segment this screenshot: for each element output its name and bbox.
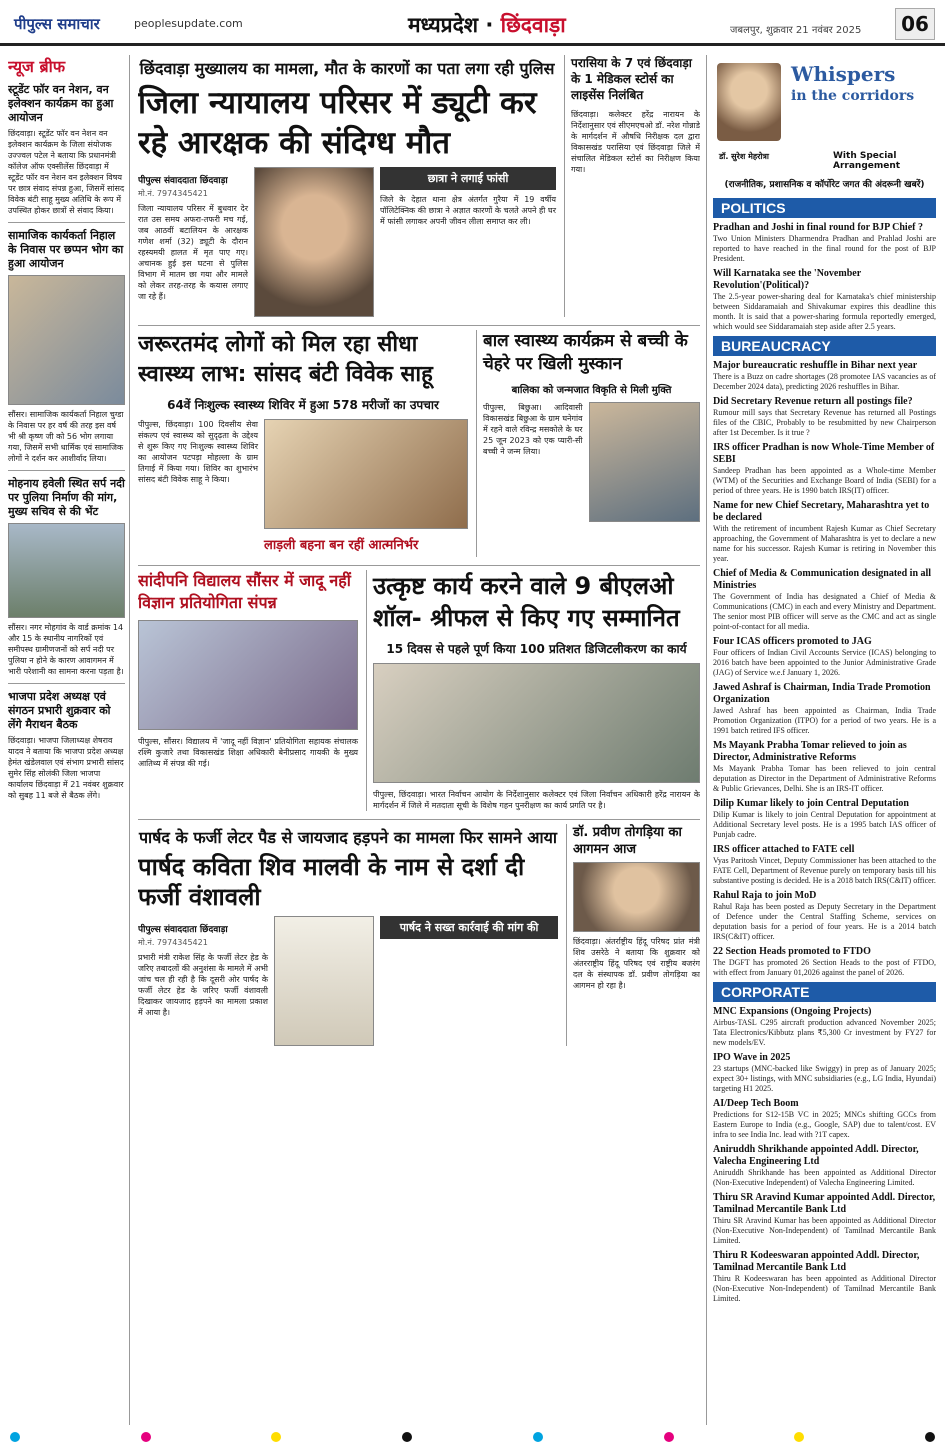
story1-body: जिला न्यायालय परिसर में बुधवार देर रात उस समय अफरा-तफरी मच गई, जब आठवीं बटालियन के आरक्षक गणेश शर्मा (32) ड्यूटी के दौरान रहस्यमयी हालत में मृत पाए गए। अचानक हुई इस घटना से पुलिस विभाग में मातम छा गया और मामले को लेकर तरह-तरह के कयास लगाए जा रहे हैं। bbox=[138, 204, 248, 301]
bureaucracy-10-head: IRS officer attached to FATE cell bbox=[713, 844, 855, 855]
box1-label: छात्रा ने लगाई फांसी bbox=[380, 167, 556, 190]
story4-body: पीपुल्स, सौंसर। विद्यालय में 'जादू नहीं विज्ञान' प्रतियोगिता सहायक संचालक रश्मि कुजारे तथा विकासखंड शिक्षा अधिकारी बेनीप्रसाद गायकी के मुख्य आतिथ्य में संपन्न की गई। bbox=[138, 737, 358, 768]
columnist-photo bbox=[717, 63, 781, 141]
main-news-area bbox=[138, 55, 700, 1425]
blo-honour-photo bbox=[373, 663, 700, 783]
story1-kicker: छिंदवाड़ा मुख्यालय का मामला, मौत के कारणों का पता लगा रही पुलिस bbox=[139, 59, 555, 78]
print-mark-dot bbox=[141, 1432, 151, 1442]
bureaucracy-12-head: 22 Section Heads promoted to FTDO bbox=[713, 946, 871, 957]
whispers-tagline: (राजनीतिक, प्रशासनिक व कॉर्पोरेट जगत की अंदरूनी खबरें) bbox=[724, 180, 925, 190]
news-brief-label: न्यूज ब्रीफ bbox=[8, 55, 125, 77]
bureaucracy-5-head: Chief of Media & Communication designated in all Ministries bbox=[713, 568, 932, 591]
corporate-2-body: 23 startups (MNC-backed like Swiggy) in prep as of January 2025; expect 30+ listings, with MNC subsidiaries (e.g., LG India, Hyundai) targeting H1 2025. bbox=[713, 1064, 936, 1093]
section-state: मध्यप्रदेश bbox=[408, 13, 479, 37]
corporate-6-body: Thiru R Kodeeswaran has been appointed as Additional Director (Non-Executive Non-Independent) of Tamilnad Mercantile Bank Limited. bbox=[713, 1274, 936, 1303]
story6-headline: पार्षद कविता शिव मालवी के नाम से दर्शा दी फर्जी वंशावली bbox=[138, 853, 525, 911]
whispers-title-1: Whispers bbox=[791, 62, 896, 86]
bureaucracy-band: BUREAUCRACY bbox=[713, 336, 936, 356]
special-arrangement: With Special Arrangement bbox=[833, 151, 901, 171]
brief-1-body: छिंदवाड़ा। स्टूडेंट फॉर वन नेशन वन इलेक्शन कार्यक्रम के जिला संयोजक उज्ज्वल पटेल ने बताया कि प्रधानमंत्री कॉलेज ऑफ एक्सीलेंस छिंदवाड़ा में स्टूडेंट फॉर वन नेशन वन इलेक्शन विषय पर छात्र संवाद संपन्न हुआ, जिसमें सांसद विवेक बंटी साहू मुख्य अतिथि के रूप में उपस्थित होकर छात्रों से संवाद किया। bbox=[8, 129, 125, 215]
masthead-logo: पीपुल्स समाचार bbox=[14, 15, 100, 33]
bureaucracy-2-head: Did Secretary Revenue return all postings file? bbox=[713, 396, 913, 407]
story2-body: पीपुल्स, छिंदवाड़ा। 100 दिवसीय सेवा संकल्प एवं स्वास्थ्य को सुदृढ़ता के उद्देश्य से शुरू किए गए निःशुल्क स्वास्थ्य शिविर का आयोजन पटपड़ा मोहल्ला के ग्राम तिगाई में किया गया। शिविर का शुभारंभ सांसद बंटी विवेक साहू ने किया। bbox=[138, 420, 258, 484]
letterpad-photo bbox=[274, 916, 374, 1046]
print-mark-dot bbox=[664, 1432, 674, 1442]
print-mark-dot bbox=[402, 1432, 412, 1442]
story6-body: प्रभारी मंत्री राकेश सिंह के फर्जी लेटर हेड के जरिए तबादलों की अनुशंसा के मामले में अभी जांच चल ही रही है कि दूसरी ओर पार्षद के फर्जी लेटर हेड के जरिए फर्जी वंशावली दिखाकर जायजाद हड़पने का मामला प्रकाश में आया है। bbox=[138, 953, 268, 1017]
corporate-4-body: Aniruddh Shrikhande has been appointed as Additional Director (Non-Executive Independent) of Valecha Engineering Limited. bbox=[713, 1168, 936, 1187]
brief-2-body: सौंसर। सामाजिक कार्यकर्ता निहाल चुग्डा के निवास पर हर वर्ष की तरह इस वर्ष भी श्री कृष्ण जी को 56 भोग लगाया गया, जिसमें सभी धार्मिक एवं सामाजिक लोगों ने दर्शन कर आशीर्वाद लिया। bbox=[8, 410, 124, 463]
bureaucracy-12-body: The DGFT has promoted 26 Section Heads to the post of FTDO, with effect from January 01,2026 against the panel of 2026. bbox=[713, 958, 936, 977]
masthead-url[interactable]: peoplesupdate.com bbox=[134, 17, 243, 30]
print-mark-dot bbox=[794, 1432, 804, 1442]
print-mark-dot bbox=[10, 1432, 20, 1442]
bureaucracy-2-body: Rumour mill says that Secretary Revenue has returned all Postings files of the CBIC, Probably to be resubmitted by new Chairperson after 1st December. Is it true ? bbox=[713, 408, 936, 437]
whispers-title-2: in the corridors bbox=[791, 88, 915, 104]
corporate-band: CORPORATE bbox=[713, 982, 936, 1002]
corporate-4-head: Aniruddh Shrikhande appointed Addl. Director, Valecha Engineering Ltd bbox=[713, 1144, 919, 1167]
corporate-1-body: Airbus-TASL C295 aircraft production advanced November 2025; Tata Electronics/Kibbutz plans ₹5,300 Cr investment by FY27 for new models/EV. bbox=[713, 1018, 936, 1047]
brief-3-body: सौंसर। नगर मोहगांव के वार्ड क्रमांक 14 और 15 के स्थानीय नागरिकों एवं समीपस्थ ग्रामीणजनों को सर्प नदी पर पुलिया न होने के कारण आवागमन में भारी परेशानी का सामना करना पड़ता है। bbox=[8, 623, 124, 676]
bureaucracy-6-body: Four officers of Indian Civil Accounts Service (ICAS) belonging to 2016 batch have been appointed to the Junior Administrative Grade (JAG) of Service w.e.f January 1, 2026. bbox=[713, 648, 936, 677]
brief-3-title: मोहनाय हवेली स्थित सर्प नदी पर पुलिया निर्माण की मांग, मुख्य सचिव से की भेंट bbox=[8, 477, 125, 518]
bureaucracy-7-head: Jawed Ashraf is Chairman, India Trade Promotion Organization bbox=[713, 682, 931, 705]
story3-subheadline: बालिका को जन्मजात विकृति से मिली मुक्ति bbox=[511, 385, 672, 396]
story7-headline: डॉ. प्रवीण तोगड़िया का आगमन आज bbox=[573, 825, 682, 857]
story5-headline: उत्कृष्ट कार्य करने वाले 9 बीएलओ शॉल- श्रीफल से किए गए सम्मानित bbox=[373, 572, 680, 632]
whispers-header bbox=[713, 55, 936, 175]
story2-box: लाड़ली बहना बन रहीं आत्मनिर्भर bbox=[264, 538, 419, 553]
brief-4-title: भाजपा प्रदेश अध्यक्ष एवं संगठन प्रभारी शुक्रवार को लेंगे मैराथन बैठक bbox=[8, 690, 111, 731]
bureaucracy-9-body: Dilip Kumar is likely to join Central Deputation for appointment at Additional Secretary level posts. He is a 1995 batch IAS officer of Punjab cadre. bbox=[713, 810, 936, 839]
bureaucracy-11-head: Rahul Raja to join MoD bbox=[713, 890, 817, 901]
child-photo bbox=[589, 402, 700, 522]
chhappan-bhog-photo bbox=[8, 275, 125, 405]
story3-body: पीपुल्स, बिछुआ। आदिवासी विकासखंड बिछुआ के ग्राम घनेगांव में रहने वाले रविन्द्र मसकोले के घर 25 जून 2023 को एक प्यारी-सी बच्ची ने जन्म लिया। bbox=[483, 403, 583, 456]
brief-2-title: सामाजिक कार्यकर्ता निहाल के निवास पर छप्पन भोग का हुआ आयोजन bbox=[8, 229, 124, 270]
corporate-3-head: AI/Deep Tech Boom bbox=[713, 1098, 799, 1109]
politics-1-body: Two Union Ministers Dharmendra Pradhan and Prahlad Joshi are reported to have reached in the final round for the post of BJP President. bbox=[713, 234, 936, 263]
bureaucracy-6-head: Four ICAS officers promoted to JAG bbox=[713, 636, 872, 647]
politics-1-head: Pradhan and Joshi in final round for BJP Chief ? bbox=[713, 222, 923, 233]
masthead bbox=[0, 0, 945, 46]
story2-headline: जरूरतमंद लोगों को मिल रहा सीधा स्वास्थ्य लाभ: सांसद बंटी विवेक साहू bbox=[138, 332, 433, 387]
bureaucracy-4-head: Name for new Chief Secretary, Maharashtra yet to be declared bbox=[713, 500, 930, 523]
corporate-1-head: MNC Expansions (Ongoing Projects) bbox=[713, 1006, 872, 1017]
columnist-name: डॉ. सुरेश मेहरोत्रा bbox=[719, 152, 769, 161]
bureaucracy-7-body: Jawed Ashraf has been appointed as Chairman, India Trade Promotion Organization (ITPO) for a period of two years. He is a 1991 batch retired IFS officer. bbox=[713, 706, 936, 735]
bureaucracy-8-head: Ms Mayank Prabha Tomar relieved to join as Director, Administrative Reforms bbox=[713, 740, 907, 763]
corporate-2-head: IPO Wave in 2025 bbox=[713, 1052, 791, 1063]
bureaucracy-8-body: Ms Mayank Prabha Tomar has been relieved to join central deputation as Director in the Department of Administrative Reforms & Public Grievances, Delhi. She is an IRS-IT officer. bbox=[713, 764, 936, 793]
story3-headline: बाल स्वास्थ्य कार्यक्रम से बच्ची के चेहरे पर खिली मुस्कान bbox=[483, 331, 688, 374]
brief-4-body: छिंदवाड़ा। भाजपा जिलाध्यक्ष शेषराव यादव ने बताया कि भाजपा प्रदेश अध्यक्ष हेमंत खंडेलवाल एवं संभाग प्रभारी सांसद सुमेर सिंह सोलंकी जिला भाजपा कार्यालय छिंदवाड़ा में 21 नवंबर शुक्रवार को सुबह 11 बजे से बैठक लेंगे। bbox=[8, 736, 124, 800]
corporate-3-body: Predictions for S12-15B VC in 2025; MNCs shifting GCCs from Eastern Europe to India (e.g., Google, SAP) due to talent/cost. EV infra to see India Inc. lead with ?1T capex. bbox=[713, 1110, 936, 1139]
bureaucracy-3-body: Sandeep Pradhan has been appointed as a Whole-time Member (WTM) of the Securities and Exchange Board of India (SEBI) for a period of three years. He is 1990 batch IRS(IT) officer. bbox=[713, 466, 936, 495]
box1-body: जिले के देहात थाना क्षेत्र अंतर्गत गुरैया में 19 वर्षीय पॉलिटेक्निक की छात्रा ने अज्ञात कारणों के चलते अपने ही घर में फांसी लगाकर अपनी जीवन लीला समाप्त कर ली। bbox=[380, 195, 556, 226]
story6-kicker: पार्षद के फर्जी लेटर पैड से जायजाद हड़पने का मामला फिर सामने आया bbox=[138, 828, 558, 847]
politics-2-head: Will Karnataka see the 'November Revolution'(Political)? bbox=[713, 268, 861, 291]
science-fair-photo bbox=[138, 620, 358, 730]
story6-box: पार्षद ने सख्त कार्रवाई की मांग की bbox=[380, 916, 558, 939]
section-title: मध्यप्रदेश · छिंदवाड़ा bbox=[408, 13, 566, 37]
story5-subheadline: 15 दिवस से पहले पूर्ण किया 100 प्रतिशत डिजिटलीकरण का कार्य bbox=[386, 642, 687, 656]
story2-subheadline: 64वें निःशुल्क स्वास्थ्य शिविर में हुआ 578 मरीजों का उपचार bbox=[167, 398, 439, 412]
print-mark-dot bbox=[533, 1432, 543, 1442]
side1-headline: परासिया के 7 एवं छिंदवाड़ा के 1 मेडिकल स्टोर्स का लाइसेंस निलंबित bbox=[571, 56, 692, 102]
print-registration-bar bbox=[0, 1429, 945, 1445]
bureaucracy-9-head: Dilip Kumar likely to join Central Deputation bbox=[713, 798, 909, 809]
bureaucracy-11-body: Rahul Raja has been posted as Deputy Secretary in the Department of Defence under the Central Staffing Scheme, services on deputation basis for a period of four years. He is a 2014 batch IRS(C&IT) officer. bbox=[713, 902, 936, 941]
page-number: 06 bbox=[895, 8, 935, 40]
politics-2-body: The 2.5-year power-sharing deal for Karnataka's chief ministership between Siddaramaiah and Shivakumar expires this deadline this month. It is said that a power-sharing formula reportedly emerged, which would see Siddaramaiah step aside after 2.5 years. bbox=[713, 292, 936, 331]
bureaucracy-1-head: Major bureaucratic reshuffle in Bihar next year bbox=[713, 360, 918, 371]
right-column bbox=[706, 55, 936, 1425]
story4-headline: सांदीपनि विद्यालय सौंसर में जादू नहीं विज्ञान प्रतियोगिता संपन्न bbox=[138, 571, 351, 612]
bureaucracy-5-body: The Government of India has designated a Chief of Media & Communications (CMC) in each and every Ministry and Department. The senior most PIB officer will serve as the CMC and act as single point-of-contact for all media. bbox=[713, 592, 936, 631]
print-mark-dot bbox=[271, 1432, 281, 1442]
whispers-title bbox=[791, 63, 914, 107]
story1-mobile: मो.नं. 7974345421 bbox=[138, 189, 208, 198]
corporate-5-body: Thiru SR Aravind Kumar has been appointed as Additional Director (Non-Executive Non-Independent) of Tamilnad Mercantile Bank Limited. bbox=[713, 1216, 936, 1245]
bureaucracy-10-body: Vyas Paritosh Vincet, Deputy Commissioner has been attached to the FATE Cell, Department of Revenue purely on temporary basis till his substantive posting is decided. He is a 2018 batch IRS(C&IT) officer. bbox=[713, 856, 936, 885]
print-mark-dot bbox=[925, 1432, 935, 1442]
story6-mobile: मो.नं. 7974345421 bbox=[138, 938, 208, 947]
story7-body: छिंदवाड़ा। अंतर्राष्ट्रीय हिंदू परिषद प्रांत मंत्री शिव उसरेठे ने बताया कि शुक्रवार को अंतरराष्ट्रीय हिंदू परिषद एवं राष्ट्रीय बजरंग दल के संस्थापक डॉ. प्रवीण तोगड़िया का आगमन हो रहा है। bbox=[573, 937, 700, 990]
story1-headline: जिला न्यायालय परिसर में ड्यूटी कर रहे आरक्षक की संदिग्ध मौत bbox=[138, 85, 537, 161]
politics-band: POLITICS bbox=[713, 198, 936, 218]
togadia-photo bbox=[573, 862, 700, 932]
dateline: जबलपुर, शुक्रवार 21 नवंबर 2025 bbox=[730, 25, 862, 36]
health-camp-photo bbox=[264, 419, 468, 529]
story6-byline: पीपुल्स संवाददाता छिंदवाड़ा bbox=[138, 925, 228, 935]
bureaucracy-4-body: With the retirement of incumbent Rajesh Kumar as Chief Secretary approaching, the Government of Maharashtra is yet to declare a new name for his successor. Rajesh Kumar is retiring in November this year. bbox=[713, 524, 936, 563]
left-column bbox=[8, 55, 130, 1425]
bureaucracy-1-body: There is a Buzz on cadre shortages (28 promotee IAS vacancies as of December 2024 data), predicting 2026 reshuffles in Bihar. bbox=[713, 372, 936, 391]
section-city: छिंदवाड़ा bbox=[500, 13, 566, 37]
corporate-6-head: Thiru R Kodeeswaran appointed Addl. Director, Tamilnad Mercantile Bank Ltd bbox=[713, 1250, 920, 1273]
brief-1-title: स्टूडेंट फॉर वन नेशन, वन इलेक्शन कार्यक्रम का हुआ आयोजन bbox=[8, 83, 114, 124]
bureaucracy-3-head: IRS officer Pradhan is now Whole-Time Member of SEBI bbox=[713, 442, 935, 465]
corporate-5-head: Thiru SR Aravind Kumar appointed Addl. Director, Tamilnad Mercantile Bank Ltd bbox=[713, 1192, 936, 1215]
side1-body: छिंदवाड़ा। कलेक्टर हरेंद्र नारायन के निर्देशानुसार एवं सीएमएचओ डॉ. नरेश गोन्नाडे के मार्गदर्शन में औषधि निरीक्षक दल द्वारा विकासखंड परासिया एवं छिंदवाड़ा जिले में संचालित मेडिकल स्टोर्स का निरीक्षण किया गया। bbox=[571, 110, 700, 174]
story1-byline: पीपुल्स संवाददाता छिंदवाड़ा bbox=[138, 176, 228, 186]
river-photo bbox=[8, 523, 125, 618]
constable-photo bbox=[254, 167, 374, 317]
story5-body: पीपुल्स, छिंदवाड़ा। भारत निर्वाचन आयोग के निर्देशानुसार कलेक्टर एवं जिला निर्वाचन अधिकारी हरेंद्र नारायन के मार्गदर्शन में जिले में मतदाता सूची के विशेष गहन पुनरीक्षण का कार्य प्रगति पर है। bbox=[373, 790, 700, 810]
